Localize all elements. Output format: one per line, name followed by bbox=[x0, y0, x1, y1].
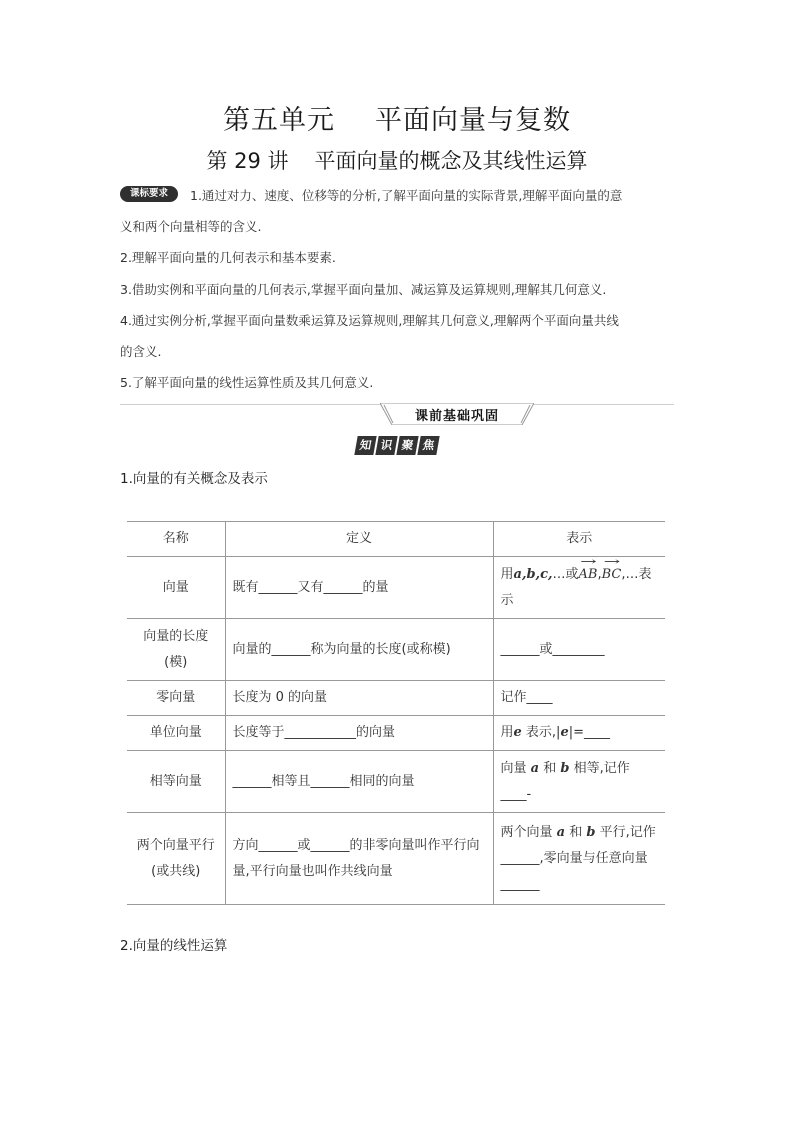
notation-cell bbox=[493, 751, 665, 813]
requirement-line: 3.借助实例和平面向量的几何表示,掌握平面向量加、减运算及运算规则,理解其几何意义. bbox=[120, 282, 607, 297]
text: 表示,| bbox=[521, 725, 561, 740]
vector-a-symbol: a bbox=[556, 824, 566, 840]
definition-cell: 向量的______称为向量的长度(或称模) bbox=[225, 619, 493, 681]
requirement-line: 5.了解平面向量的线性运算性质及其几何意义. bbox=[120, 375, 374, 390]
vector-a-symbol: a bbox=[530, 760, 540, 776]
pre-class-banner bbox=[380, 403, 534, 425]
column-header: 定义 bbox=[225, 522, 493, 557]
table-row bbox=[127, 681, 665, 716]
vector-letters: a,b,c, bbox=[513, 566, 553, 582]
text: 用 bbox=[500, 566, 514, 582]
text: 相等,记作____- bbox=[500, 760, 630, 802]
table-row bbox=[127, 557, 665, 619]
lesson-number: 第 29 讲 bbox=[206, 149, 289, 173]
table-row bbox=[127, 619, 665, 681]
vector-bc: → BC bbox=[602, 562, 622, 588]
requirement-line: 的含义. bbox=[120, 344, 162, 359]
requirement-line: 2.理解平面向量的几何表示和基本要素. bbox=[120, 250, 336, 265]
table-row bbox=[127, 751, 665, 813]
definition-cell: 既有______又有______的量 bbox=[225, 557, 493, 619]
section-heading: 1.向量的有关概念及表示 bbox=[120, 471, 268, 487]
text: 和 bbox=[539, 760, 561, 776]
definition-cell: 方向______或______的非零向量叫作平行向量,平行向量也叫作共线向量 bbox=[225, 813, 493, 905]
term-cell: 两个向量平行(或共线) bbox=[127, 813, 225, 905]
section-heading: 2.向量的线性运算 bbox=[120, 938, 228, 954]
vector-concepts-table bbox=[127, 521, 665, 905]
vector-b-symbol: b bbox=[586, 824, 596, 840]
requirement-line: 义和两个向量相等的含义. bbox=[120, 219, 262, 234]
term-cell: 单位向量 bbox=[127, 716, 225, 751]
unit-vector-symbol: e bbox=[513, 725, 522, 740]
unit-label: 第五单元 bbox=[223, 105, 335, 136]
term-cell: 相等向量 bbox=[127, 751, 225, 813]
vector-b-symbol: b bbox=[560, 760, 570, 776]
unit-vector-symbol: e bbox=[560, 725, 569, 740]
column-header: 表示 bbox=[493, 522, 665, 557]
lesson-topic: 平面向量的概念及其线性运算 bbox=[314, 149, 588, 173]
notation-cell: 记作____ bbox=[493, 681, 665, 716]
text: …或 bbox=[552, 566, 579, 582]
text: 平行,记作______,零向量与任意向量______ bbox=[500, 824, 656, 892]
table-row bbox=[127, 716, 665, 751]
requirement-line: 4.通过实例分析,掌握平面向量数乘运算及运算规则,理解其几何意义,理解两个平面向量共线 bbox=[120, 313, 619, 328]
banner-label: 课前基础巩固 bbox=[414, 409, 499, 424]
term-cell: 向量的长度(模) bbox=[127, 619, 225, 681]
text: 和 bbox=[565, 824, 587, 840]
notation-cell: ______或________ bbox=[493, 619, 665, 681]
term-cell: 零向量 bbox=[127, 681, 225, 716]
badge-char: 识 bbox=[375, 436, 397, 455]
text: 两个向量 bbox=[500, 824, 557, 840]
notation-cell bbox=[493, 813, 665, 905]
requirement-line: 1.通过对力、速度、位移等的分析,了解平面向量的实际背景,理解平面向量的意 bbox=[190, 188, 623, 203]
badge-char: 知 bbox=[354, 436, 376, 455]
table-row bbox=[127, 813, 665, 905]
definition-cell: 长度为 0 的向量 bbox=[225, 681, 493, 716]
column-header: 名称 bbox=[127, 522, 225, 557]
badge-char: 焦 bbox=[417, 436, 439, 455]
text: 向量 bbox=[500, 760, 531, 776]
definition-cell: 长度等于___________的向量 bbox=[225, 716, 493, 751]
term-cell: 向量 bbox=[127, 557, 225, 619]
vector-ab: → AB bbox=[579, 562, 598, 588]
lesson-title bbox=[0, 145, 794, 175]
notation-cell: 用a,b,c,…或→ AB,→ BC,…表示 bbox=[493, 557, 665, 619]
unit-topic: 平面向量与复数 bbox=[375, 105, 571, 136]
definition-cell: ______相等且______相同的向量 bbox=[225, 751, 493, 813]
text: |=____ bbox=[568, 725, 611, 740]
notation-cell bbox=[493, 716, 665, 751]
unit-title bbox=[0, 98, 794, 137]
curriculum-requirement-badge: 课标要求 bbox=[120, 186, 178, 202]
text: 用 bbox=[500, 725, 514, 740]
knowledge-focus-badge bbox=[356, 436, 438, 456]
text: ,…表示 bbox=[500, 566, 652, 608]
badge-char: 聚 bbox=[396, 436, 418, 455]
